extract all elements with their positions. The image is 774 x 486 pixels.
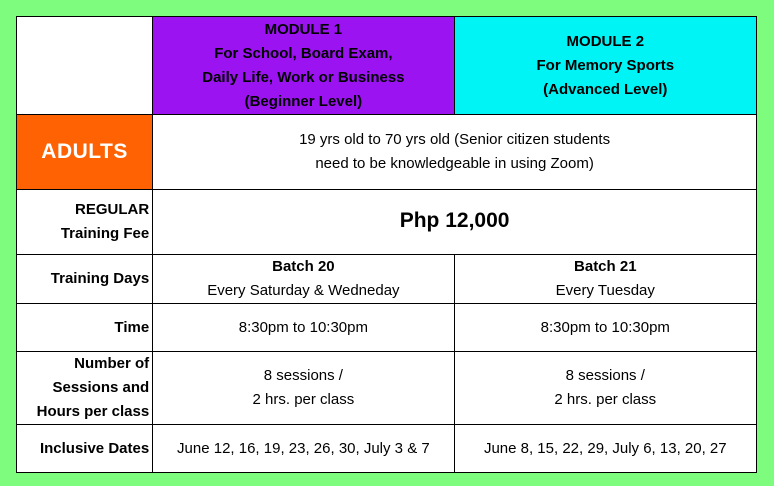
batch-21-title: Batch 21 (574, 258, 637, 275)
module-header-row (17, 17, 757, 115)
batch-21-days: Every Tuesday (555, 282, 655, 299)
sessions-label-line: Sessions and (52, 379, 150, 396)
batch-20-sessions-line: 2 hrs. per class (252, 391, 355, 408)
adults-label: ADULTS (17, 115, 153, 190)
batch-20-time: 8:30pm to 10:30pm (153, 304, 454, 352)
fee-label-line: Training Fee (60, 225, 150, 242)
module-1-level: (Beginner Level) (244, 92, 363, 110)
sessions-label-line: Hours per class (36, 403, 150, 420)
dates-label: Inclusive Dates (17, 425, 153, 473)
blank-corner-cell (17, 17, 153, 115)
age-range-line: 19 yrs old to 70 yrs old (Senior citizen students (299, 131, 611, 148)
fee-row (17, 190, 757, 255)
age-range-line: need to be knowledgeable in using Zoom) (315, 155, 594, 172)
sessions-row (17, 352, 757, 425)
pricing-table-container (16, 16, 757, 473)
sessions-label (17, 352, 153, 425)
batch-20-title: Batch 20 (272, 258, 335, 275)
batch-20-dates: June 12, 16, 19, 23, 26, 30, July 3 & 7 (153, 425, 454, 473)
training-days-label: Training Days (17, 255, 153, 304)
sessions-label-line: Number of (74, 355, 150, 372)
age-range-cell (153, 115, 757, 190)
module-2-title: MODULE 2 (566, 32, 645, 50)
batch-21-sessions-line: 2 hrs. per class (554, 391, 657, 408)
module-1-line: Daily Life, Work or Business (202, 68, 405, 86)
module-1-line: For School, Board Exam, (214, 44, 393, 62)
batch-21-days-cell (454, 255, 756, 304)
batch-20-days: Every Saturday & Wedneday (207, 282, 400, 299)
batch-21-dates: June 8, 15, 22, 29, July 6, 13, 20, 27 (454, 425, 756, 473)
module-2-header (454, 17, 756, 115)
fee-label (17, 190, 153, 255)
training-days-row (17, 255, 757, 304)
batch-20-sessions-line: 8 sessions / (263, 367, 343, 384)
module-1-header (153, 17, 454, 115)
module-2-line: For Memory Sports (536, 56, 675, 74)
fee-label-line: REGULAR (75, 201, 150, 218)
module-1-title: MODULE 1 (264, 20, 343, 38)
batch-20-days-cell (153, 255, 454, 304)
batch-21-time: 8:30pm to 10:30pm (454, 304, 756, 352)
batch-20-sessions (153, 352, 454, 425)
fee-price: Php 12,000 (399, 209, 510, 232)
batch-21-sessions-line: 8 sessions / (565, 367, 645, 384)
time-row (17, 304, 757, 352)
module-2-level: (Advanced Level) (543, 80, 668, 98)
adults-row (17, 115, 757, 190)
fee-price-cell (153, 190, 757, 255)
training-fee-table (16, 16, 757, 473)
dates-row (17, 425, 757, 473)
time-label: Time (17, 304, 153, 352)
batch-21-sessions (454, 352, 756, 425)
